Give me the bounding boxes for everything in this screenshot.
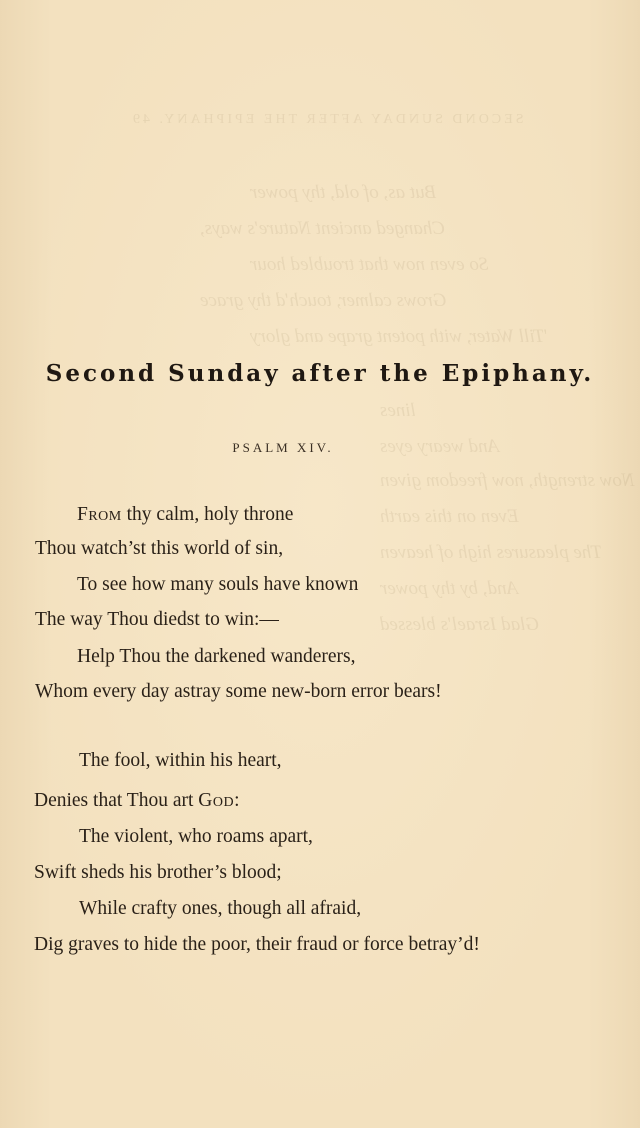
psalm-reference: PSALM XIV.: [232, 440, 334, 455]
poem-line: Help Thou the darkened wanderers,: [77, 646, 356, 667]
page-title: Second Sunday after the Epiphany.: [45, 360, 595, 387]
poem-line: The violent, who roams apart,: [79, 826, 313, 847]
poem-line: Whom every day astray some new-born error bears!: [35, 681, 442, 702]
poem-line-punctuation: :: [234, 790, 240, 811]
poem-line: [77, 504, 293, 526]
poem-line: The fool, within his heart,: [79, 750, 282, 771]
poem-line: To see how many souls have known: [77, 574, 359, 595]
poem-line-text: Denies that Thou art: [34, 790, 199, 811]
poem-line-text: thy calm, holy throne: [121, 504, 294, 525]
poem-line: Dig graves to hide the poor, their fraud or force betray’d!: [34, 934, 480, 955]
poem-line: The way Thou diedst to win:—: [35, 609, 279, 630]
poem-line-god: God: [198, 790, 235, 811]
poem-line: Swift sheds his brother’s blood;: [34, 862, 282, 883]
poem-line-initial-word: From: [77, 504, 122, 525]
poem-line: While crafty ones, though all afraid,: [79, 898, 362, 919]
poem-line: [34, 790, 240, 812]
show-through-text: SECOND SUNDAY AFTER THE EPIPHANY. 49 But as, of old, thy power Changed ancient Nature's ways, So even now that troubled hour Grows calmer, touch'd thy grace 'Till Water, with potent grape and glory lines And weary eyes Now strength, now freedom given Even on this earth The pleasures high of heaven And, by thy power Glad Israel's blessed: [130, 112, 635, 635]
poem-line: Thou watch’st this world of sin,: [35, 538, 284, 559]
